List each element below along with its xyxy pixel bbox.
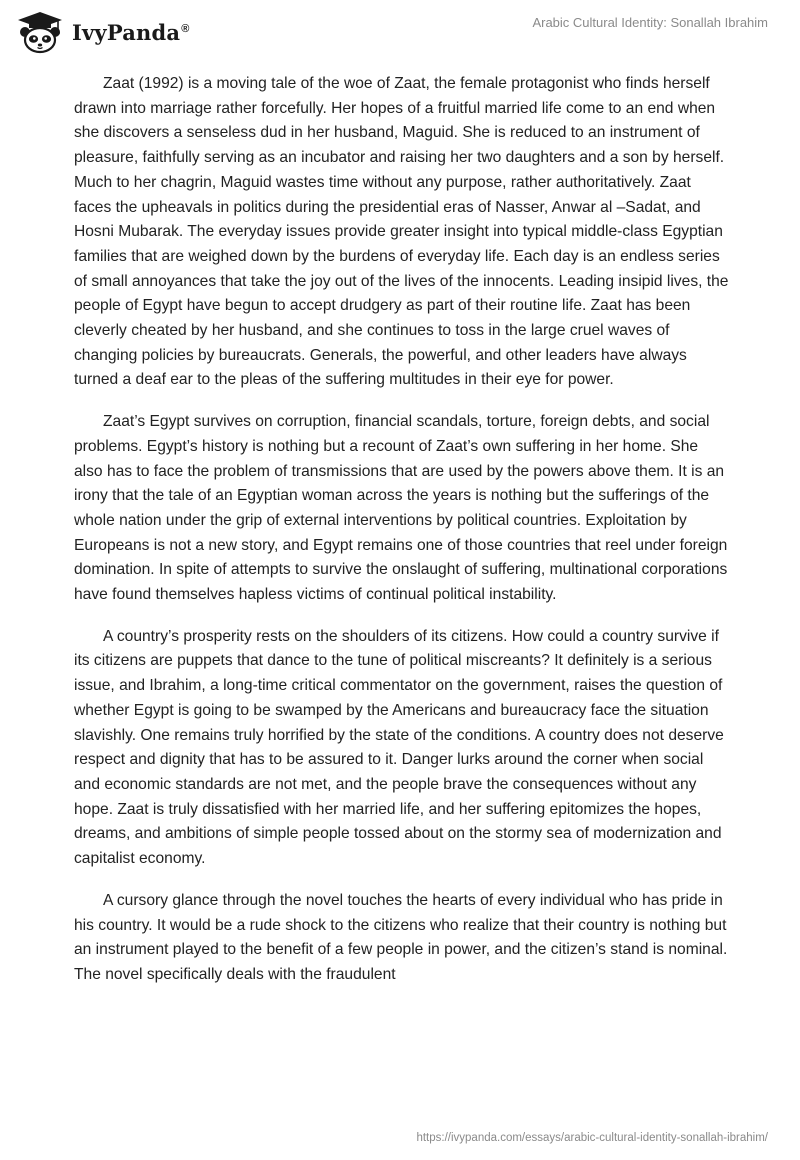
paragraph: Zaat’s Egypt survives on corruption, financial scandals, torture, foreign debts, and social problems. Egypt’s history is nothing but a recount of Zaat’s own suffering in her home. She also has to face the problem of transmissions that are used by the powers above them. It is an irony that the tale of an Egyptian woman across the years is nothing but the sufferings of the whole nation under the grip of external interventions by political countries. Exploitation by Europeans is not a new story, and Egypt remains one of those countries that reel under foreign domination. In spite of attempts to survive the onslaught of suffering, multinational corporations have found themselves hapless victims of continual political instability.	[74, 413, 728, 604]
paragraph: A cursory glance through the novel touches the hearts of every individual who has pride in his country. It would be a rude shock to the citizens who realize that their country is nothing but an instrument played to the benefit of a few people in power, and the citizen’s stand is nominal. The novel specifically deals with the fraudulent	[74, 891, 728, 983]
logo-wordmark: IvyPanda®	[72, 19, 190, 45]
page-header	[0, 0, 800, 60]
source-url-link[interactable]: https://ivypanda.com/essays/arabic-cultural-identity-sonallah-ibrahim/	[416, 1132, 768, 1144]
paragraph: A country’s prosperity rests on the shoulders of its citizens. How could a country survive if its citizens are puppets that dance to the tune of political miscreants? It definitely is a serious issue, and Ibrahim, a long-time critical commentator on the government, raises the question of whether Egypt is going to be swamped by the Americans and bureaucracy face the situation slavishly. One remains truly horrified by the state of the conditions. A country does not deserve respect and dignity that has to be assured to it. Danger lurks around the corner when social and economic standards are not met, and the people brave the consequences without any hope. Zaat is truly dissatisfied with her married life, and her suffering epitomizes the hopes, dreams, and ambitions of simple people tossed about on the stormy sea of modernization and capitalist economy.	[74, 627, 724, 868]
panda-graduation-cap-icon	[14, 10, 66, 54]
ivypanda-logo[interactable]	[14, 10, 190, 54]
document-title: Arabic Cultural Identity: Sonallah Ibrahim	[532, 15, 768, 30]
paragraph: Zaat (1992) is a moving tale of the woe of Zaat, the female protagonist who finds herself drawn into marriage rather forcefully. Her hopes of a fruitful married life come to an end when she discovers a senseless dud in her husband, Maguid. She is reduced to an instrument of pleasure, faithfully serving as an incubator and raising her two daughters and a son by herself. Much to her chagrin, Maguid wastes time without any purpose, rather authoritatively. Zaat faces the upheavals in politics during the presidential eras of Nasser, Anwar al –Sadat, and Hosni Mubarak. The everyday issues provide greater insight into typical middle-class Egyptian families that are weighed down by the burdens of everyday life. Each day is an endless series of small annoyances that take the joy out of the lives of the innocents. Leading insipid lives, the people of Egypt have begun to accept drudgery as part of their routine life. Zaat has been cleverly cheated by her husband, and she continues to toss in the large cruel waves of changing policies by bureaucrats. Generals, the powerful, and other leaders have always turned a deaf ear to the pleas of the suffering multitudes in their eye for power.	[74, 75, 729, 389]
essay-body	[74, 72, 730, 1005]
registered-mark: ®	[181, 22, 190, 35]
